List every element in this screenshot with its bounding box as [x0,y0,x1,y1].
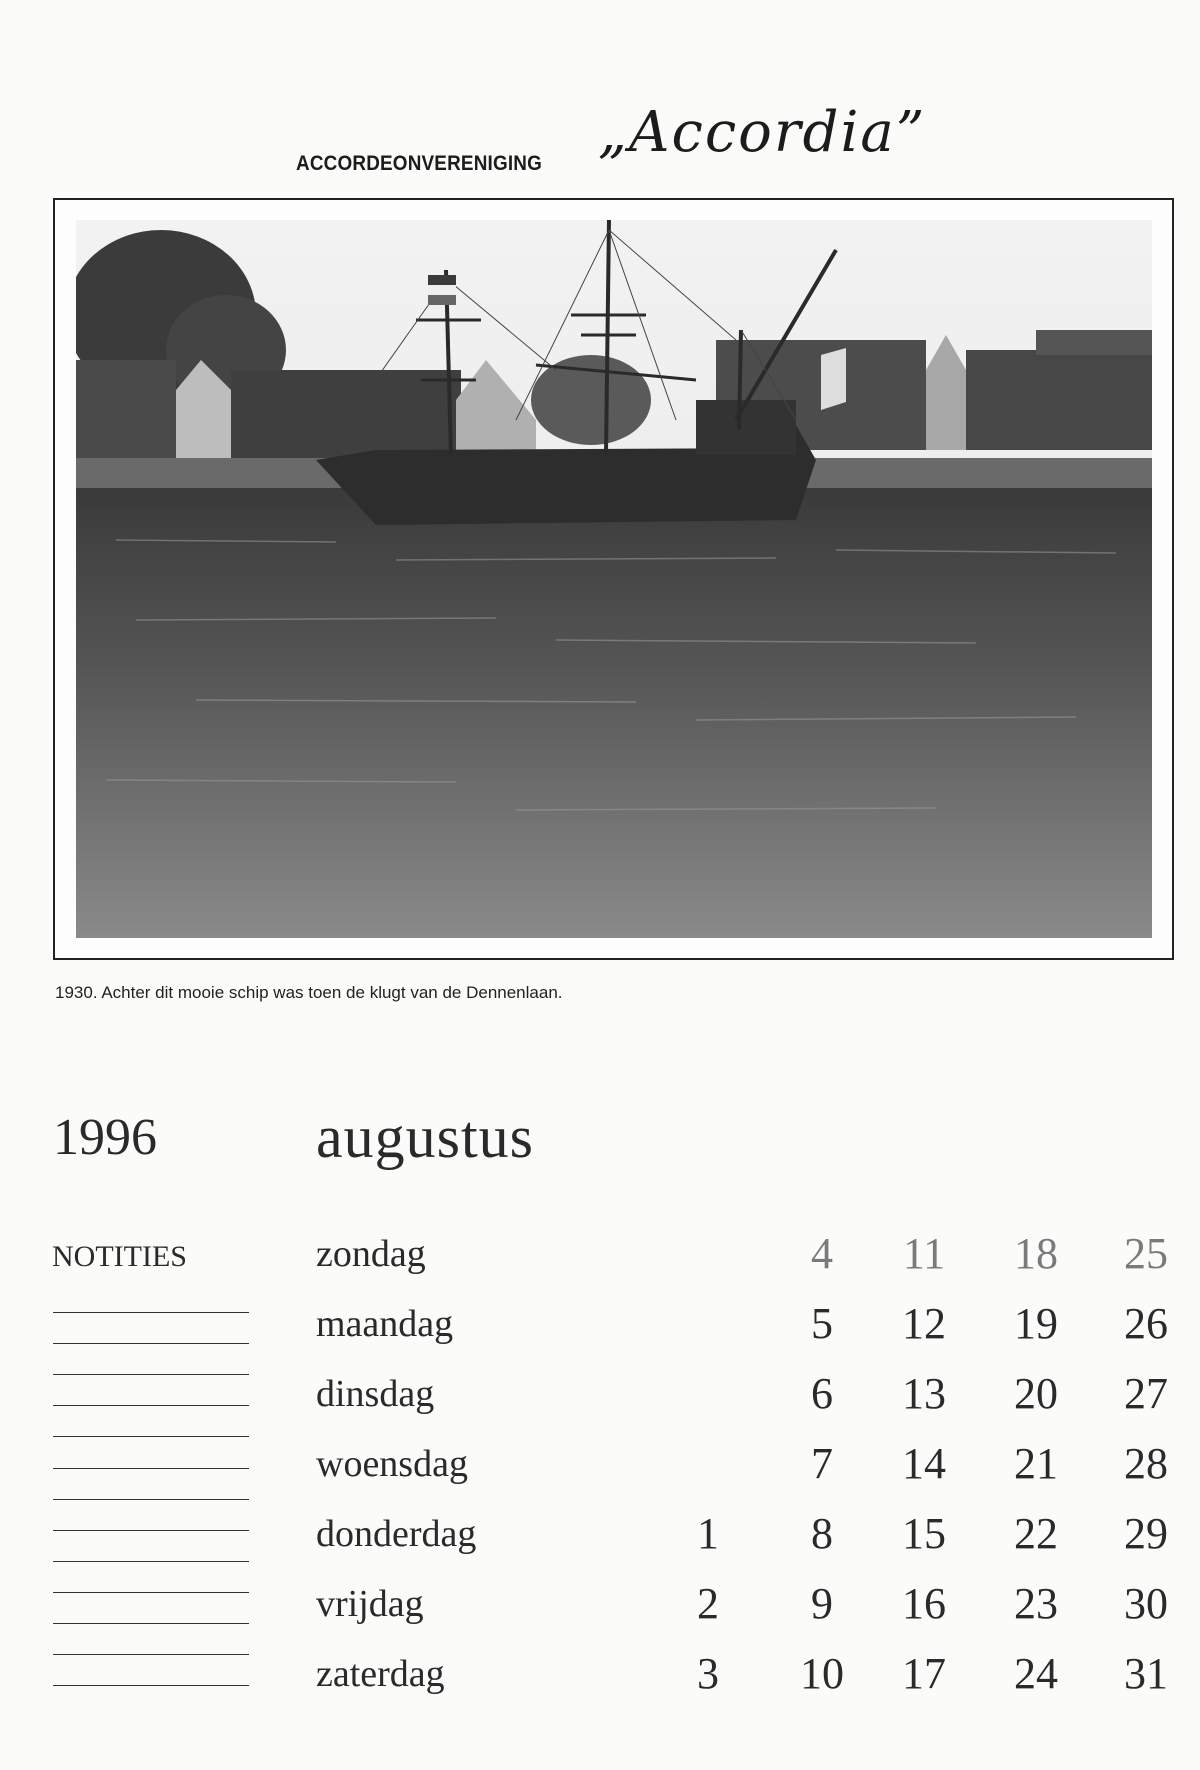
day-cell: 23 [1014,1579,1058,1628]
weekday-label: maandag [316,1303,454,1345]
note-line [53,1405,249,1406]
ship-photo [76,220,1152,938]
note-line [53,1436,249,1437]
day-cell: 3 [697,1649,719,1698]
note-line [53,1468,249,1469]
day-cell: 30 [1124,1579,1168,1628]
notes-label: NOTITIES [52,1240,187,1273]
note-line [53,1685,249,1686]
day-cell: 5 [811,1299,833,1348]
note-line [53,1312,249,1313]
day-cell: 9 [811,1579,833,1628]
day-cell: 15 [902,1509,946,1558]
photo-frame [53,198,1174,960]
org-name: ACCORDEONVERENIGING [296,152,542,175]
photo-caption: 1930. Achter dit mooie schip was toen de klugt van de Dennenlaan. [55,983,563,1002]
note-line [53,1374,249,1375]
day-cell: 16 [902,1579,946,1628]
brand-logo-text: „Accordia” [598,100,927,165]
day-cell: 24 [1014,1649,1058,1698]
weekday-label: vrijdag [316,1583,424,1625]
day-cell: 12 [902,1299,946,1348]
calendar-year: 1996 [53,1109,157,1166]
calendar-month: augustus [316,1104,534,1170]
weekday-label: woensdag [316,1443,468,1485]
day-cell: 6 [811,1369,833,1418]
day-cell: 1 [697,1509,719,1558]
day-cell: 8 [811,1509,833,1558]
weekday-label: donderdag [316,1513,477,1555]
day-cell: 25 [1124,1229,1168,1278]
weekday-label: zondag [316,1233,426,1275]
page-header [0,100,1200,190]
day-cell: 13 [902,1369,946,1418]
note-line [53,1623,249,1624]
day-cell: 31 [1124,1649,1168,1698]
day-cell: 26 [1124,1299,1168,1348]
day-cell: 4 [811,1229,833,1278]
note-line [53,1561,249,1562]
day-cell: 29 [1124,1509,1168,1558]
day-cell: 11 [902,1229,946,1278]
note-line [53,1499,249,1500]
weekday-label: dinsdag [316,1373,435,1415]
note-line [53,1530,249,1531]
day-cell: 18 [1014,1229,1058,1278]
weekday-label: zaterdag [316,1653,445,1695]
day-cell: 17 [902,1649,946,1698]
note-line [53,1343,249,1344]
day-cell: 10 [800,1649,844,1698]
day-cell: 14 [902,1439,946,1488]
note-line [53,1654,249,1655]
day-cell: 2 [697,1579,719,1628]
day-cell: 19 [1014,1299,1058,1348]
note-line [53,1592,249,1593]
day-cell: 20 [1014,1369,1058,1418]
day-cell: 22 [1014,1509,1058,1558]
day-cell: 7 [811,1439,833,1488]
day-cell: 21 [1014,1439,1058,1488]
day-cell: 28 [1124,1439,1168,1488]
day-cell: 27 [1124,1369,1168,1418]
